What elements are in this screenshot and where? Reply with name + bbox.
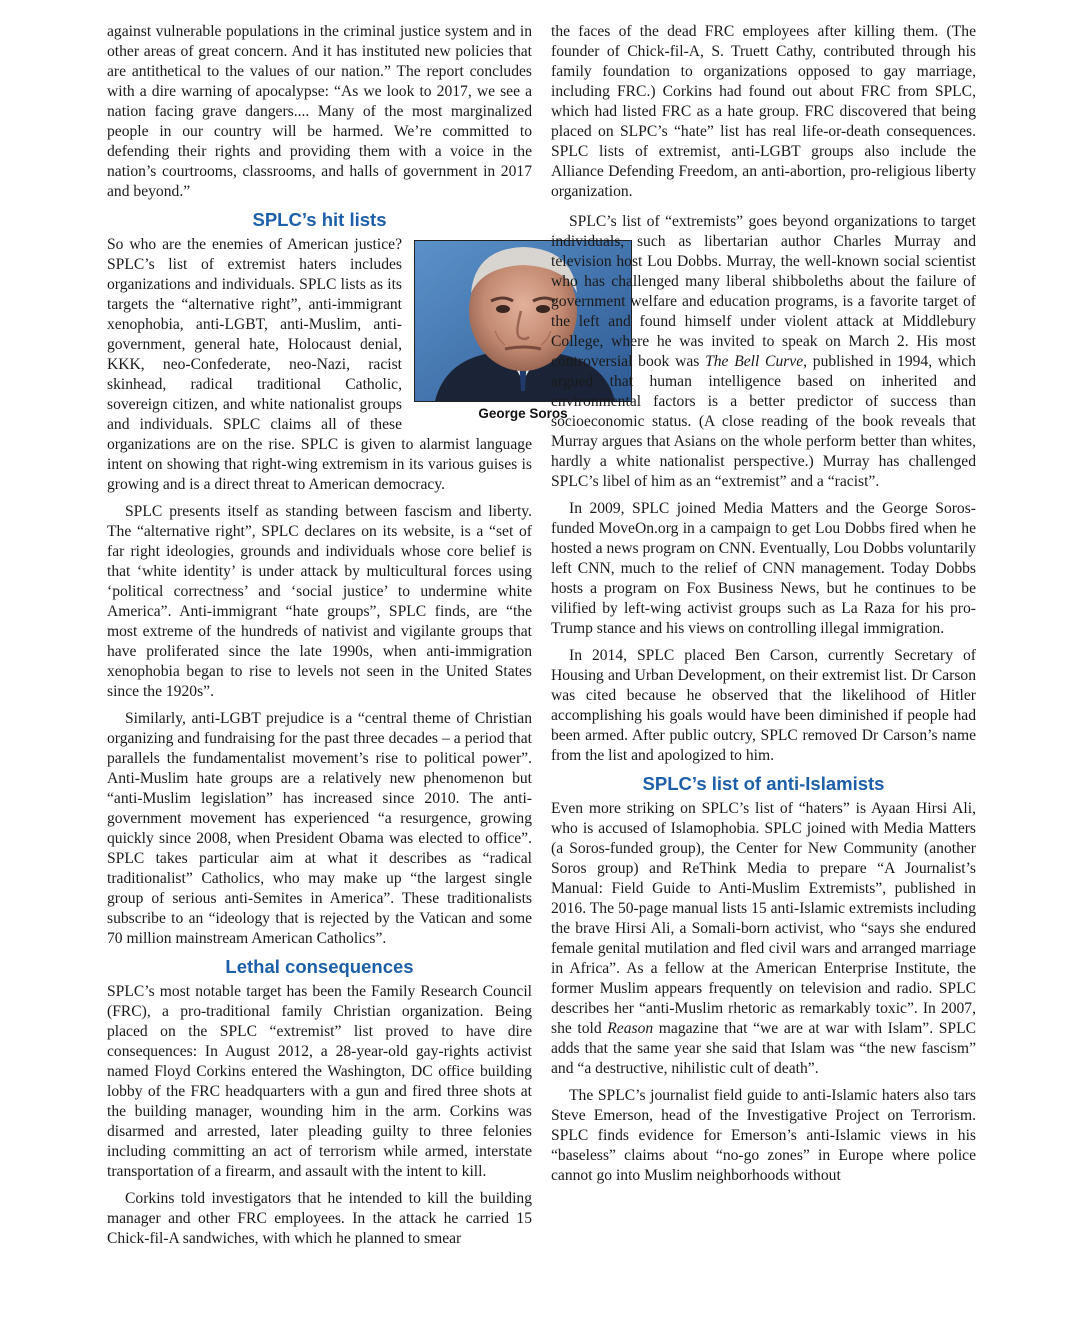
murray-text-after: , published in 1994, which argued that human intelligence based on inherited and environmental factors is a better predictor of success than socioeconomic status. (A close reading of the book reveals that Murray argues that Asians on the whole perform better than whites, hardly a white nationalist perspective.) Murray has challenged SPLC’s libel of him as an “extremist” and a “racist”. [551,353,976,490]
heading-lethal-consequences: Lethal consequences [225,956,414,977]
photo-caption: George Soros [478,406,568,421]
carson-paragraph: In 2014, SPLC placed Ben Carson, currently Secretary of Housing and Urban Development, on their extremist list. Dr Carson was cited because he observed that the likelihood of Hitler accomplishing his goals would have been diminished if people had been armed. After public outcry, SPLC removed Dr Carson’s name from the list and apologized to him. [551,647,976,764]
hit-lists-paragraph-3: Similarly, anti-LGBT prejudice is a “central theme of Christian organizing and fundraising for the past three decades – a period that parallels the fundamentalist movement’s rise to political power”. Anti-Muslim hate groups are a relatively new phenomenon but “anti-Muslim legislation” has increased since 2010. The anti-government movement has experienced “a resurgence, growing quickly since 2008, when President Obama was elected to office”. SPLC takes particular aim at what it describes as “radical traditionalist” Catholics, who may make up “the largest single group of serious anti-Semites in America”. These traditionalists subscribe to an “ideology that is rejected by the Vatican and some 70 million mainstream American Catholics”. [107,710,532,947]
heading-anti-islamists: SPLC’s list of anti-Islamists [642,773,885,794]
book-title: The Bell Curve [705,353,804,370]
hit-lists-paragraph-1: So who are the enemies of American justice? SPLC’s list of extremist haters includes organizations and individuals. SPLC lists as its targets the “alternative right”, anti-immigrant xenophobia, anti-LGBT, anti-Muslim, anti-government, general hate, Holocaust denial, KKK, neo-Confederate, neo-Nazi, racist skinhead, radical traditional Catholic, sovereign citizen, and white nationalist groups and individuals. SPLC claims all of these organizations are on the rise. SPLC is given to alarmist language intent on showing that right-wing extremism in its various guises is growing and is a direct threat to American democracy. [107,236,532,493]
intro-paragraph: against vulnerable populations in the criminal justice system and in other areas of great concern. And it has instituted new policies that are antithetical to the values of our nation.” The report concludes with a dire warning of apocalypse: “As we look to 2017, we see a nation facing grave dangers.... Many of the most marginalized people in our country will be harmed. We’re committed to defending their rights and providing them with a voice in the nation’s courtrooms, classrooms, and halls of government in 2017 and beyond.” [107,23,532,200]
murray-text-before: SPLC’s list of “extremists” goes beyond organizations to target individuals, such as libertarian author Charles Murray and television host Lou Dobbs. Murray, the well-known social scientist who has challenged many liberal shibboleths about the failure of government welfare and education programs, is a favorite target of the left and found himself under violent attack at Middlebury College, where he was invited to speak on March 2. His most controversial book was [551,213,976,370]
dobbs-paragraph: In 2009, SPLC joined Media Matters and the George Soros-funded MoveOn.org in a campaign to get Lou Dobbs fired when he hosted a news program on CNN. Eventually, Lou Dobbs voluntarily left CNN, much to the relief of CNN management. Today Dobbs hosts a program on Fox Business News, but he continues to be vilified by left-wing activist groups such as La Raza for his pro-Trump stance and his views on controlling illegal immigration. [551,500,976,637]
hirsi-text-after: magazine that “we are at war with Islam”. SPLC adds that the same year she said that Islam was “the new fascism” and “a destructive, nihilistic cult of death”. [551,1020,976,1077]
lethal-paragraph-1: SPLC’s most notable target has been the Family Research Council (FRC), a pro-traditional family Christian organization. Being placed on the SPLC “extremist” list proved to have dire consequences: In August 2012, a 28-year-old gay-rights activist named Floyd Corkins entered the Washington, DC office building lobby of the FRC headquarters with a gun and fired three shots at the building manager, wounding him in the arm. Corkins was disarmed and arrested, later pleading guilty to three felonies including committing an act of terrorism while armed, interstate transportation of a firearm, and assault with the intent to kill. [107,983,532,1180]
continued-paragraph: the faces of the dead FRC employees after killing them. (The founder of Chick-fil-A, S. Truett Cathy, contributed through his family foundation to organizations opposed to gay marriage, including FRC.) Corkins had found out about FRC from SPLC, which had listed FRC as a hate group. FRC discovered that being placed on SLPC’s “hate” list has real life-or-death consequences. SPLC lists of extremist, anti-LGBT groups also include the Alliance Defending Freedom, an anti-abortion, pro-religious liberty organization. [551,23,976,200]
left-column [107,22,568,1256]
right-column [551,22,976,1193]
hirsi-ali-paragraph [551,799,976,1079]
lethal-paragraph-2: Corkins told investigators that he intended to kill the building manager and other FRC employees. In the attack he carried 15 Chick-fil-A sandwiches, with which he planned to smear [107,1190,532,1247]
hit-lists-paragraph-2: SPLC presents itself as standing between fascism and liberty. The “alternative right”, SPLC declares on its website, is a “set of far right ideologies, grounds and individuals whose core belief is that ‘white identity’ is under attack by multicultural forces using ‘political correctness’ and ‘social justice’ to undermine white America”. Anti-immigrant “hate groups”, SPLC finds, are “the most extreme of the hundreds of nativist and vigilante groups that have proliferated since the late 1990s, when anti-immigration xenophobia began to rise to levels not seen in the United States since the 1920s”. [107,503,532,700]
hirsi-text-before: Even more striking on SPLC’s list of “haters” is Ayaan Hirsi Ali, who is accused of Islamophobia. SPLC joined with Media Matters (a Soros-funded group), the Center for New Community (another Soros group) and ReThink Media to prepare “A Journalist’s Manual: Field Guide to Anti-Muslim Extremists”, published in 2016. The 50-page manual lists 15 anti-Islamic extremists including the brave Hirsi Ali, a Somali-born activist, who “says she endured female genital mutilation and fled civil wars and arranged marriage in Africa”. As a fellow at the American Enterprise Institute, the former Muslim appears frequently on television and radio. SPLC describes her “anti-Muslim rhetoric as remarkably toxic”. In 2007, she told [551,800,976,1037]
heading-hit-lists: SPLC’s hit lists [252,209,387,230]
murray-paragraph [551,212,976,492]
magazine-title: Reason [607,1020,654,1037]
emerson-paragraph: The SPLC’s journalist field guide to anti-Islamic haters also tars Steve Emerson, head of the Investigative Project on Terrorism. SPLC finds evidence for Emerson’s anti-Islamic views in his “baseless” claims about “no-go zones” in Europe where police cannot go into Muslim neighborhoods without [551,1087,976,1184]
